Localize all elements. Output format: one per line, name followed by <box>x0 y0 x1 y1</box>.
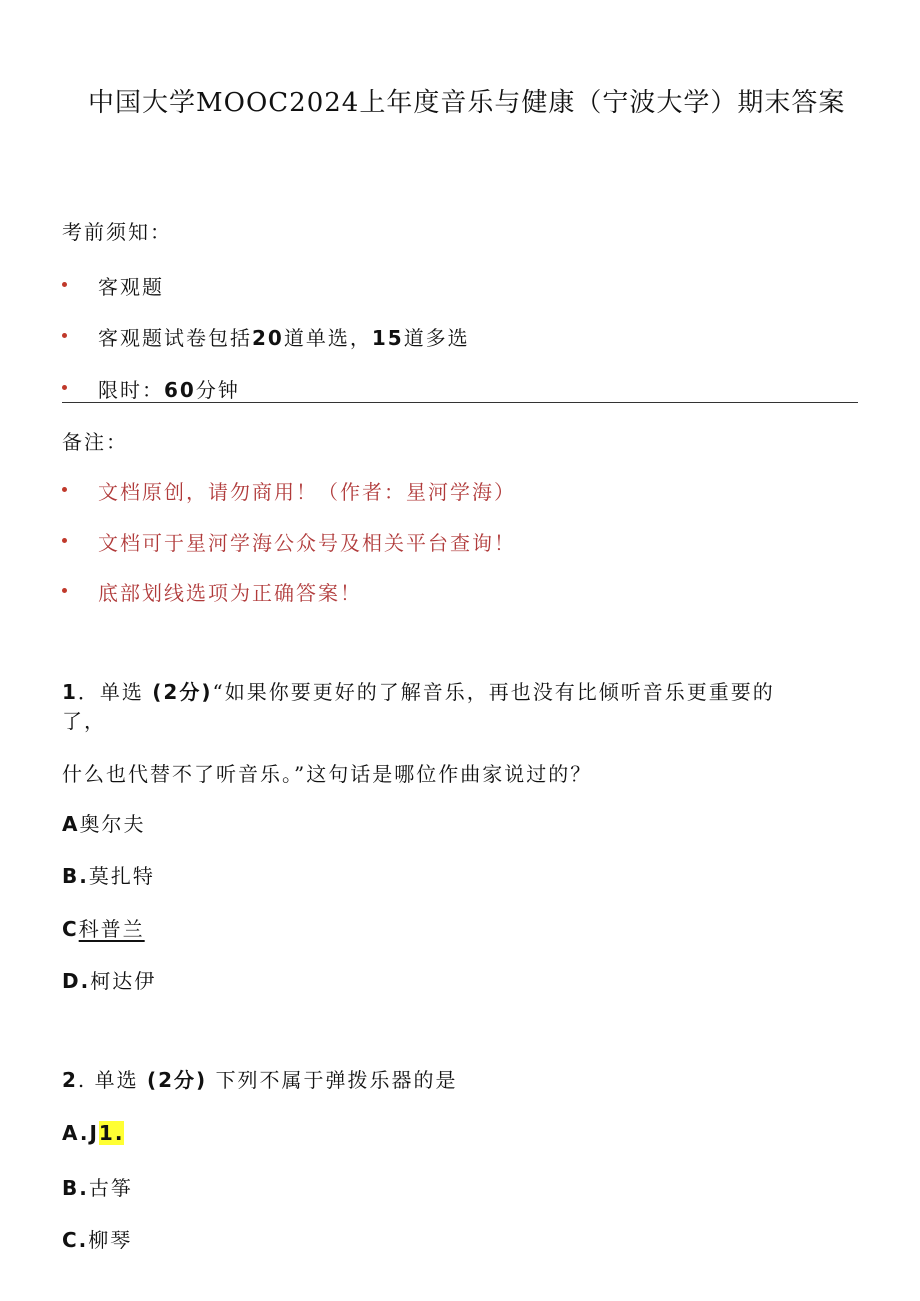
bullet-dot-icon <box>62 333 67 338</box>
option-key: A. <box>62 1121 90 1145</box>
notice-text-part: 限时： <box>98 378 164 402</box>
option-highlight: 1. <box>98 1121 125 1145</box>
multi-choice-count: 15 <box>371 326 404 350</box>
option-key: B. <box>62 1176 89 1200</box>
q1-option-a[interactable] <box>62 808 145 837</box>
option-text: J <box>89 1121 99 1145</box>
remark-text: 底部划线选项为正确答案！ <box>98 581 362 605</box>
question-2-header <box>62 1064 458 1093</box>
q2-option-b[interactable] <box>62 1172 133 1201</box>
question-1-text-line3: 什么也代替不了听音乐。”这句话是哪位作曲家说过的？ <box>62 762 593 786</box>
notice-text-part: 分钟 <box>195 378 240 402</box>
remarks-label: 备注： <box>62 430 128 454</box>
option-text: 古筝 <box>88 1176 133 1200</box>
notice-text-part: 道多选 <box>403 326 470 350</box>
section-divider <box>62 402 858 403</box>
question-number: 2 <box>62 1068 78 1092</box>
question-score: (2分) <box>147 1068 208 1092</box>
option-key: D. <box>62 969 91 993</box>
question-score: (2分) <box>152 680 213 704</box>
bullet-dot-icon <box>62 282 67 287</box>
notice-item-text <box>98 374 240 403</box>
question-1-header <box>62 676 775 705</box>
q2-option-a[interactable] <box>62 1121 124 1145</box>
bullet-dot-icon <box>62 588 67 593</box>
bullet-dot-icon <box>62 538 67 543</box>
option-text: 柯达伊 <box>90 969 157 993</box>
time-limit-value: 60 <box>164 378 196 402</box>
option-text: 奥尔夫 <box>79 812 146 836</box>
option-text: 莫扎特 <box>88 864 155 888</box>
question-type: . 单选 <box>77 1068 139 1092</box>
notice-text-part: 道单选， <box>283 326 372 350</box>
question-type: ．单选 <box>77 680 144 704</box>
option-key: C <box>62 917 79 941</box>
notice-item-text <box>98 322 470 351</box>
question-number: 1 <box>62 680 78 704</box>
question-text: “如果你要更好的了解音乐，再也没有比倾听音乐更重要的 <box>212 680 775 704</box>
question-text: 下列不属于弹拨乐器的是 <box>215 1068 458 1092</box>
notice-label: 考前须知： <box>62 220 172 244</box>
q1-option-c-correct[interactable] <box>62 913 145 942</box>
option-key: A <box>62 812 80 836</box>
notice-item-text: 客观题 <box>98 275 164 299</box>
q1-option-d[interactable] <box>62 965 156 994</box>
bullet-dot-icon <box>62 487 67 492</box>
remark-text: 文档可于星河学海公众号及相关平台查询！ <box>98 531 516 555</box>
option-key: C. <box>62 1228 89 1252</box>
option-text: 柳琴 <box>88 1228 133 1252</box>
option-text: 科普兰 <box>78 917 145 941</box>
question-1-text-line2: 了， <box>62 709 106 733</box>
single-choice-count: 20 <box>252 326 284 350</box>
bullet-dot-icon <box>62 385 67 390</box>
q2-option-c[interactable] <box>62 1224 132 1253</box>
notice-text-part: 客观题试卷包括 <box>98 326 252 350</box>
remark-text: 文档原创，请勿商用！（作者：星河学海） <box>98 480 516 504</box>
option-key: B. <box>62 864 89 888</box>
q1-option-b[interactable] <box>62 860 155 889</box>
document-title: 中国大学MOOC2024上年度音乐与健康（宁波大学）期末答案 <box>88 88 846 118</box>
